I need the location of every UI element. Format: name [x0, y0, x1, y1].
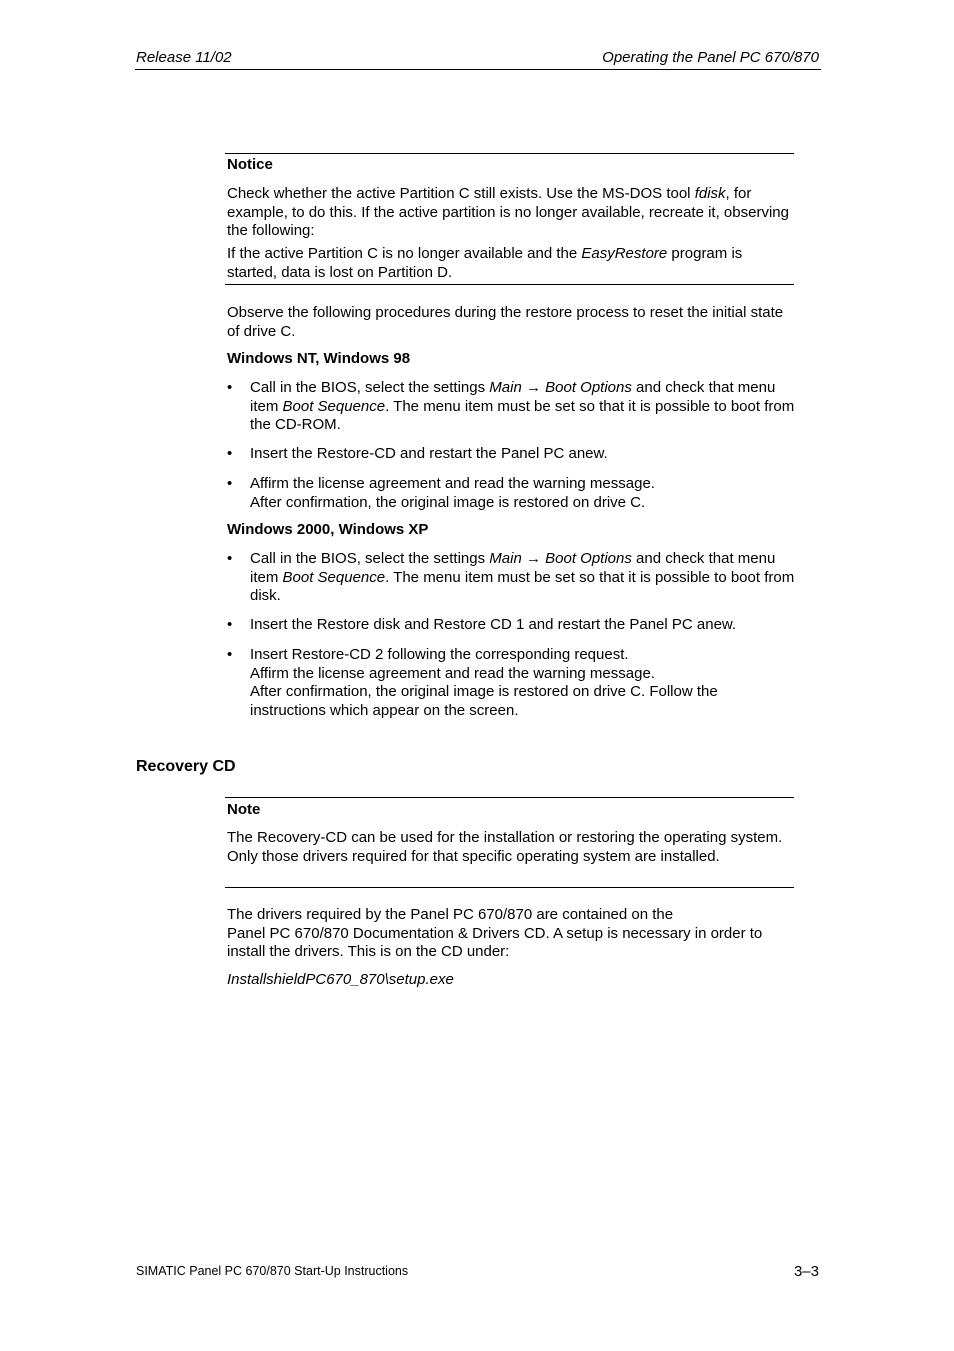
notice-paragraph-2: If the active Partition C is no longer available and the EasyRestore program is started, data is lost on Partition D. [227, 245, 743, 281]
bullet-icon: • [227, 445, 233, 462]
notice-top-rule [225, 153, 794, 154]
list-item [227, 475, 793, 513]
list-item-text: Insert Restore-CD 2 following the corresponding request. Affirm the license agreement and read the warning message. After confirmation, the original image is restored on drive C. Follow the instructions which appear on the screen. [250, 646, 718, 719]
list-item-text: Insert the Restore disk and Restore CD 1 and restart the Panel PC anew. [250, 616, 737, 633]
list-item [227, 379, 793, 435]
intro-paragraph: Observe the following procedures during the restore process to reset the initial state of drive C. [227, 304, 784, 340]
page-number: 3–3 [793, 1263, 819, 1280]
bullet-icon: • [227, 379, 233, 396]
bullet-icon: • [227, 616, 233, 633]
list-item-text: Affirm the license agreement and read the warning message. After confirmation, the original image is restored on drive C. [250, 475, 655, 511]
bullet-icon: • [227, 646, 233, 663]
setup-path: InstallshieldPC670_870\setup.exe [227, 971, 454, 988]
list-item-text: Insert the Restore-CD and restart the Panel PC anew. [250, 445, 608, 462]
header-title: Operating the Panel PC 670/870 [602, 49, 819, 66]
note-top-rule [225, 797, 794, 798]
notice-title: Notice [227, 156, 273, 173]
list-item [227, 616, 793, 635]
bullet-icon: • [227, 550, 233, 567]
list-item-text: Call in the BIOS, select the settings Main → Boot Options and check that menu item Boot Sequence. The menu item must be set so that it is possible to boot from disk. [250, 550, 795, 604]
notice-bottom-rule [225, 284, 794, 285]
note-bottom-rule [225, 887, 794, 888]
section-xp-title: Windows 2000, Windows XP [227, 521, 429, 538]
note-title: Note [227, 801, 261, 818]
recovery-heading: Recovery CD [136, 758, 236, 775]
section-nt-title: Windows NT, Windows 98 [227, 350, 411, 367]
notice-paragraph-1: Check whether the active Partition C still exists. Use the MS-DOS tool fdisk, for example, to do this. If the active partition is no longer available, recreate it, observing the following: [227, 185, 789, 239]
list-item-text: Call in the BIOS, select the settings Main → Boot Options and check that menu item Boot Sequence. The menu item must be set so that it is possible to boot from the CD-ROM. [250, 379, 795, 433]
list-item [227, 445, 793, 464]
footer-title: SIMATIC Panel PC 670/870 Start-Up Instructions [136, 1264, 409, 1278]
bullet-icon: • [227, 475, 233, 492]
list-item [227, 646, 793, 721]
list-item [227, 550, 793, 606]
drivers-paragraph: The drivers required by the Panel PC 670/870 are contained on the Panel PC 670/870 Documentation & Drivers CD. A setup is necessary in order to install the drivers. This is on the CD under: [227, 906, 763, 960]
header-rule [135, 69, 821, 70]
note-text: The Recovery-CD can be used for the installation or restoring the operating system. Only those drivers required for that specific operating system are installed. [227, 829, 783, 865]
header-release: Release 11/02 [136, 49, 232, 66]
